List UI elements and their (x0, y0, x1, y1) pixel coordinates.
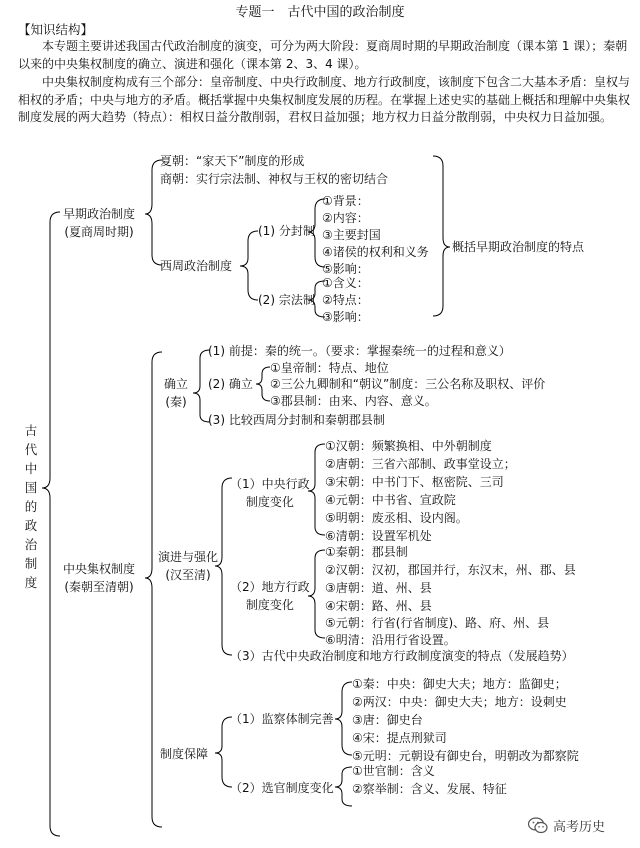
local-admin-item: ⑤元朝：行省(行省制度)、路、府、州、县 (325, 616, 550, 630)
central-admin-item: ⑤明朝：废丞相、设内阁。 (325, 511, 468, 525)
wechat-icon (528, 817, 548, 834)
central-admin-item: ④元朝：中书省、宣政院 (325, 493, 456, 507)
early-summary: 概括早期政治制度的特点 (452, 240, 585, 254)
central-admin-brace (308, 444, 325, 535)
selection-label: （2）选官制度变化 (230, 781, 334, 795)
supervision-item: ①秦：中央：御史大夫；地方：监御史； (352, 677, 567, 691)
watermark-text: 高考历史 (553, 820, 606, 835)
fenfeng-item: ④诸侯的权利和义务 (322, 245, 429, 259)
zongfa-item: ①含义： (322, 276, 369, 290)
central-admin-item: ①汉朝：频繁换相、中外朝制度 (325, 439, 492, 453)
evolution-label-sub: (汉至清) (165, 568, 211, 582)
fenfeng-item: ③主要封国 (322, 228, 381, 242)
establish-item: (3) 比较西周分封制和秦朝郡县制 (208, 413, 385, 427)
establish-label-sub: (秦) (165, 395, 187, 409)
evolution-label (158, 548, 218, 584)
central-admin-item: ⑥清朝：设置军机处 (325, 529, 432, 543)
establish-item: (1) 前提：秦的统一。（要求：掌握秦统一的过程和意义） (208, 344, 511, 358)
xizhou-label: 西周政治制度 (160, 259, 233, 273)
zongfa-item: ③影响： (322, 310, 369, 324)
early-label-sub: (夏商周时期) (64, 225, 134, 239)
zongfa-item: ②特点： (322, 293, 369, 307)
establish-label (164, 375, 188, 411)
local-admin-label-text2: 制度变化 (245, 598, 294, 612)
establish-sub-item: ②三公九卿制和“朝议”制度：三公名称及职权、评价 (270, 377, 546, 391)
central-admin-item: ②唐朝：三省六部制、政事堂设立； (325, 457, 516, 471)
central-admin-label-text2: 制度变化 (245, 495, 294, 509)
root-label: 古代中国的政治制度 (24, 423, 38, 590)
local-admin-item: ④宋朝：路、州、县 (325, 599, 432, 613)
establish-sub-item: ③郡县制：由来、内容、意义。 (270, 394, 437, 408)
establish-sub-brace (256, 367, 270, 401)
local-admin-item: ③唐朝：道、州、县 (325, 581, 432, 595)
xia-item: 夏朝：“家天下”制度的形成 (160, 154, 305, 168)
central-admin-label (230, 475, 310, 511)
watermark (528, 816, 605, 835)
central-admin-item: ③宋朝：中书门下、枢密院、三司 (325, 475, 504, 489)
fenfeng-item: ⑤影响： (322, 262, 369, 276)
central-admin-label-text: （1）中央行政 (230, 477, 310, 491)
supervision-label: （1）监察体制完善 (230, 712, 334, 726)
shang-item: 商朝：实行宗法制、神权与王权的密切结合 (160, 172, 389, 186)
local-admin-item: ⑥明清：沿用行省设置。 (325, 633, 456, 647)
guarantee-label: 制度保障 (160, 747, 209, 761)
central-label (63, 560, 135, 596)
fenfeng-item: ②内容： (322, 211, 369, 225)
local-admin-label-text: （2）地方行政 (230, 580, 310, 594)
intro-paragraph-2: 中央集权制度构成有三个部分：皇帝制度、中央行政制度、地方行政制度，该制度下包含二大基本矛盾：皇权与相权的矛盾；中央与地方的矛盾。概括掌握中央集权制度发展的历程。在掌握上述史实的基础上概括和理解中央集权制度发展的两大趋势（特点）：相权日益分散削弱，君权日益加强；地方权力日益分散削弱，中央权力日益加强。 (18, 75, 631, 125)
selection-brace (335, 767, 352, 806)
root-brace (42, 212, 60, 836)
local-admin-item: ②汉朝：汉初，郡国并行，东汉末，州、郡、县 (325, 563, 576, 577)
fenfeng-label: (1) 分封制 (258, 224, 315, 238)
section-heading: 【知识结构】 (18, 22, 94, 37)
supervision-item: ②两汉：中央：御史大夫；地方：设刺史 (352, 695, 567, 709)
early-label-text: 早期政治制度 (63, 207, 136, 221)
local-admin-brace (308, 550, 325, 638)
fenfeng-item: ①背景： (322, 194, 369, 208)
central-label-text: 中央集权制度 (63, 562, 136, 576)
local-admin-label (230, 578, 310, 614)
supervision-brace (335, 682, 352, 755)
xizhou-brace (240, 231, 258, 300)
supervision-item: ③唐：御史台 (352, 713, 423, 727)
intro-paragraph-1: 本专题主要讲述我国古代政治制度的演变，可分为两大阶段：夏商周时期的早期政治制度（课本第 1 课）；秦朝以来的中央集权制度的确立、演进和强化（课本第 2、3、4 课）。 (18, 39, 628, 71)
selection-item: ①世官制：含义 (352, 764, 435, 778)
evolution-label-text: 演进与强化 (158, 550, 219, 564)
supervision-item: ④宋：提点刑狱司 (352, 731, 447, 745)
summary-bracket (433, 156, 450, 316)
selection-item: ②察举制：含义、发展、特征 (352, 782, 507, 796)
central-label-sub: (秦朝至清朝) (64, 580, 134, 594)
establish-label-text: 确立 (164, 377, 189, 391)
supervision-item: ⑤元明：元朝设有御史台，明朝改为都察院 (352, 749, 579, 763)
establish-item: (2) 确立 (208, 377, 253, 391)
page-title: 专题一 古代中国的政治制度 (235, 5, 405, 20)
establish-sub-item: ①皇帝制：特点、地位 (270, 361, 389, 375)
local-admin-item: ①秦朝：郡县制 (325, 545, 408, 559)
evolution-trend: （3）古代中央政治制度和地方行政制度演变的特点（发展趋势） (230, 649, 574, 663)
early-label (63, 205, 135, 241)
zongfa-label: (2) 宗法制 (258, 293, 315, 307)
